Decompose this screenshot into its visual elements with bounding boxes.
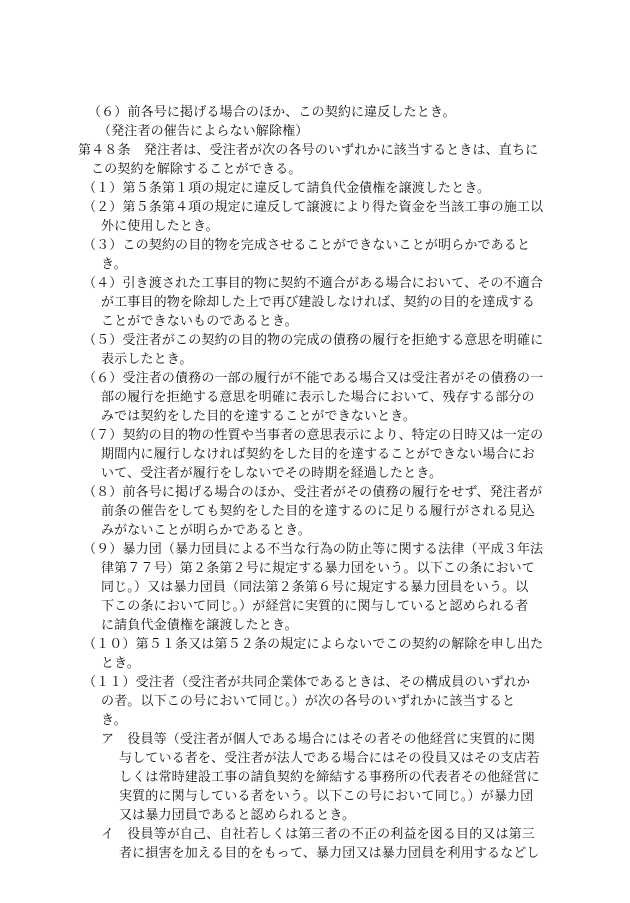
text-line: とき。 <box>101 656 140 671</box>
text-line: いて、受注者が履行をしないでその時期を経過したとき。 <box>101 466 443 481</box>
text-line: の者。以下この号において同じ。）が次の各号のいずれかに該当すると <box>101 694 516 709</box>
list-item: （８）前各号に掲げる場合のほか、受注者がその債務の履行をせず、発注者が <box>83 485 543 500</box>
text-line: みがないことが明らかであるとき。 <box>101 523 311 538</box>
text-line: しくは常時建設工事の請負契約を締結する事務所の代表者その他経営に <box>119 770 540 785</box>
section-heading: （発注者の催告によらない解除権） <box>98 124 309 139</box>
text-line: 与している者を、受注者が法人である場合にはその役員又はその支店若 <box>119 751 540 766</box>
list-item: （４）引き渡された工事目的物に契約不適合がある場合において、その不適合 <box>83 276 543 291</box>
list-item: （１）第５条第１項の規定に違反して請負代金債権を譲渡したとき。 <box>83 181 491 196</box>
text-line: 期間内に履行しなければ契約をした目的を達することができない場合にお <box>101 447 535 462</box>
sub-item: ア 役員等（受注者が個人である場合にはその者その他経営に実質的に関 <box>101 732 535 747</box>
list-item: （６）受注者の債務の一部の履行が不能である場合又は受注者がその債務の一 <box>83 371 544 386</box>
list-item: （３）この契約の目的物を完成させることができないことが明らかであると <box>83 238 531 253</box>
text-line: き。 <box>101 257 127 272</box>
text-line: 同じ。）又は暴力団員（同法第２条第６号に規定する暴力団員をいう。以 <box>101 580 529 595</box>
list-item: （９）暴力団（暴力団員による不当な行為の防止等に関する法律（平成３年法 <box>83 542 544 557</box>
text-line: 又は暴力団員であると認められるとき。 <box>119 808 356 823</box>
text-line: （６）前各号に掲げる場合のほか、この契約に違反したとき。 <box>88 105 456 120</box>
text-line: みでは契約をした目的を達することができないとき。 <box>101 409 417 424</box>
list-item: （７）契約の目的物の性質や当事者の意思表示により、特定の日時又は一定の <box>83 428 544 443</box>
sub-item: イ 役員等が自己、自社若しくは第三者の不正の利益を図る目的又は第三 <box>101 827 535 842</box>
list-item: （１１）受注者（受注者が共同企業体であるときは、その構成員のいずれか <box>83 675 531 690</box>
text-line: 実質的に関与している者をいう。以下この号において同じ。）が暴力団 <box>119 789 534 804</box>
text-line: が工事目的物を除却した上で再び建設しなければ、契約の目的を達成する <box>101 295 535 310</box>
text-line: に請負代金債権を譲渡したとき。 <box>101 618 298 633</box>
text-line: 下この条において同じ。）が経営に実質的に関与していると認められる者 <box>101 599 529 614</box>
list-item: （５）受注者がこの契約の目的物の完成の債務の履行を拒絶する意思を明確に <box>83 333 544 348</box>
text-line: き。 <box>101 713 127 728</box>
text-line: 部の履行を拒絶する意思を明確に表示した場合において、残存する部分の <box>101 390 535 405</box>
text-line: 者に損害を加える目的をもって、暴力団又は暴力団員を利用するなどし <box>119 846 540 861</box>
article-heading: 第４８条 発注者は、受注者が次の各号のいずれかに該当するときは、直ちに <box>78 143 539 158</box>
text-line: ことができないものであるとき。 <box>101 314 298 329</box>
list-item: （２）第５条第４項の規定に違反して譲渡により得た資金を当該工事の施工以 <box>83 200 544 215</box>
text-line: 律第７７号）第２条第２号に規定する暴力団をいう。以下この条において <box>101 561 535 576</box>
list-item: （１０）第５１条又は第５２条の規定によらないでこの契約の解除を申し出た <box>83 637 544 652</box>
text-line: 表示したとき。 <box>101 352 193 367</box>
text-line: この契約を解除することができる。 <box>91 162 302 177</box>
text-line: 外に使用したとき。 <box>101 219 219 234</box>
text-line: 前条の催告をしても契約をした目的を達するのに足りる履行がされる見込 <box>101 504 535 519</box>
